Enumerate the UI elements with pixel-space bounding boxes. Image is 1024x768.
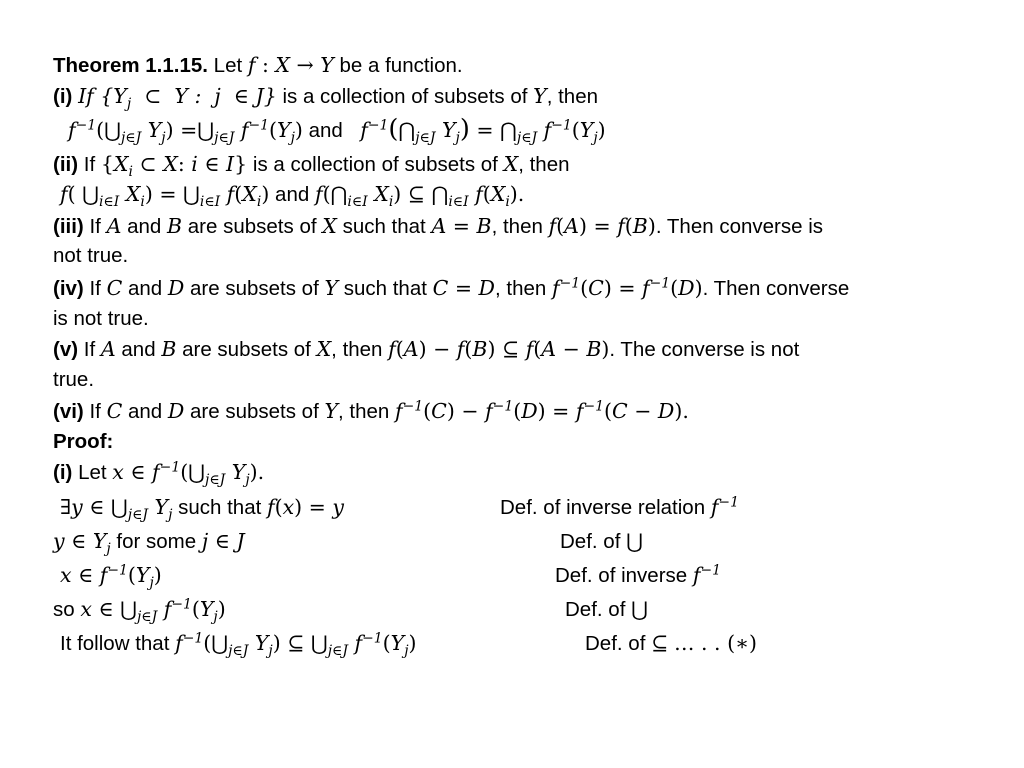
item-v-are: are subsets of xyxy=(182,338,311,361)
item-iv-Y: Y xyxy=(324,276,339,300)
item-vi-D: D xyxy=(167,399,185,423)
theorem-colon: : xyxy=(255,53,276,77)
proof-reason-3-symbol: $f^{-1}$ xyxy=(692,562,722,587)
proof-reason-3 xyxy=(555,562,721,589)
item-iv-are: are subsets of xyxy=(190,277,319,300)
proof-reason-4-text: Def. of xyxy=(565,598,626,621)
item-iii-are: are subsets of xyxy=(187,215,317,238)
proof-reason-2 xyxy=(560,528,643,555)
item-iv-tail: . Then converse xyxy=(702,277,850,300)
item-ii-and: and xyxy=(275,183,310,206)
item-ii-label: (ii) xyxy=(53,153,79,176)
proof-reason-1 xyxy=(500,494,739,521)
item-v-tail: . The converse is not xyxy=(609,338,800,361)
theorem-X: X xyxy=(275,53,291,77)
item-iii-line2 xyxy=(53,243,128,269)
item-v-tail2: true. xyxy=(53,368,95,391)
item-ii-X: X xyxy=(503,152,519,176)
item-iii-then: , then xyxy=(491,215,543,238)
item-iv-if: If xyxy=(89,277,101,300)
proof-step-2-j: j ∈ J xyxy=(201,529,245,553)
proof-so: so xyxy=(53,598,75,621)
item-ii-formula: {$X_i$ ⊂ X: i ∈ I} xyxy=(100,152,248,180)
item-iii-line xyxy=(53,213,823,240)
item-v-if: If xyxy=(83,338,96,361)
proof-let-formula: x ∈ $f^{-1}(⋃_{j\in J}$ $Y_j$). xyxy=(112,459,265,488)
item-iv-tail2: is not true. xyxy=(53,307,149,330)
item-iii-result: f(A) = f(B) xyxy=(548,214,656,238)
proof-step-4 xyxy=(53,596,226,623)
proof-reason-5 xyxy=(585,630,757,657)
item-ii-formula-line xyxy=(60,181,524,208)
item-vi-result: $f^{-1}(C) - f^{-1}(D) = f^{-1}(C - D)$. xyxy=(395,398,689,423)
item-iv-D: D xyxy=(167,276,185,300)
proof-let: Let xyxy=(78,461,107,484)
item-iii-A: A xyxy=(106,214,122,238)
item-vi-C: C xyxy=(106,399,123,423)
theorem-tail: be a function. xyxy=(339,54,463,77)
item-ii-then: , then xyxy=(518,153,570,176)
proof-step-2 xyxy=(53,528,245,555)
item-i-line xyxy=(53,83,598,110)
item-iii-if: If xyxy=(89,215,101,238)
item-iii-B: B xyxy=(167,214,183,238)
item-iii-such: such that xyxy=(342,215,426,238)
proof-i-label: (i) xyxy=(53,461,73,484)
proof-step-1-eq: f(x) = y xyxy=(267,495,344,519)
proof-i-line xyxy=(53,459,264,486)
item-iii-and: and xyxy=(127,215,162,238)
item-iii-label: (iii) xyxy=(53,215,84,238)
item-i-intersection-formula: $f^{-1}(⋂_{j\in J}$ $Y_j$) = $⋂_{j\in J}$ $f^{-1}(Y_j)$ xyxy=(360,114,606,146)
item-v-label: (v) xyxy=(53,338,79,361)
item-v-result: f(A) − f(B) ⊆ f(A − B) xyxy=(388,337,610,361)
item-ii-line xyxy=(53,151,570,178)
item-iii-X: X xyxy=(322,214,337,238)
item-vi-line xyxy=(53,398,689,425)
proof-reason-1-text: Def. of inverse relation xyxy=(500,496,706,519)
item-iv-line2 xyxy=(53,306,149,332)
theorem-line xyxy=(53,52,463,79)
proof-step-3-formula: x ∈ $f^{-1}(Y_j)$ xyxy=(60,562,162,591)
item-vi-are: are subsets of xyxy=(190,400,319,423)
item-v-then: , then xyxy=(331,338,383,361)
item-vi-label: (vi) xyxy=(53,400,84,423)
proof-reason-3-text: Def. of inverse xyxy=(555,564,688,587)
proof-step-5 xyxy=(60,630,417,657)
item-vi-if: If xyxy=(89,400,101,423)
item-v-A: A xyxy=(100,337,116,361)
item-iv-eq: C = D xyxy=(432,276,495,300)
item-i-formula: If {$Y_j$ ⊂ Y : j ∈ J} xyxy=(78,84,277,112)
theorem-let: Let xyxy=(213,54,243,77)
theorem-label: Theorem 1.1.15. xyxy=(53,54,208,77)
item-v-B: B xyxy=(161,337,177,361)
item-i-union-formula: $f^{-1}(⋃_{j\in J}$ $Y_j$) $=⋃_{j\in J}$ $f^{-1}(Y_j)$ xyxy=(68,117,303,146)
proof-step-3 xyxy=(60,562,162,589)
item-iii-tail2: not true. xyxy=(53,244,129,267)
item-i-text: is a collection of subsets of xyxy=(282,85,528,108)
item-iii-tail: . Then converse is xyxy=(655,215,823,238)
proof-reason-5-tail: … . . (∗) xyxy=(673,631,757,655)
item-ii-text: is a collection of subsets of xyxy=(252,153,498,176)
item-iv-and: and xyxy=(127,277,163,300)
item-iv-such: such that xyxy=(343,277,427,300)
item-i-Y: Y xyxy=(533,84,547,108)
proof-reason-4 xyxy=(565,596,648,623)
item-iv-C: C xyxy=(106,276,123,300)
proof-label: Proof: xyxy=(53,430,114,453)
item-v-X: X xyxy=(316,337,332,361)
item-iii-eq: A = B xyxy=(431,214,492,238)
item-iv-then: , then xyxy=(494,277,547,300)
proof-reason-1-symbol: $f^{-1}$ xyxy=(710,494,739,519)
proof-step-1-formula: ∃y ∈ $⋃_{j\in J}$ $Y_j$ xyxy=(60,495,173,523)
item-v-line2 xyxy=(53,367,94,393)
theorem-Y: Y xyxy=(320,53,334,77)
proof-step-4-formula: x ∈ $⋃_{j\in J}$ $f^{-1}(Y_j)$ xyxy=(80,596,226,625)
theorem-arrow: → xyxy=(290,53,321,77)
proof-reason-2-text: Def. of xyxy=(560,530,621,553)
item-iv-line xyxy=(53,275,849,302)
item-iv-label: (iv) xyxy=(53,277,84,300)
item-i-formula-line xyxy=(68,116,606,144)
proof-heading-line xyxy=(53,429,113,455)
item-vi-then: , then xyxy=(338,400,390,423)
proof-reason-4-symbol: ⋃ xyxy=(631,597,648,621)
item-v-and: and xyxy=(121,338,156,361)
proof-such-that: such that xyxy=(178,496,262,519)
proof-for-some: for some xyxy=(116,530,197,553)
item-i-label: (i) xyxy=(53,85,73,108)
item-v-line xyxy=(53,336,799,363)
item-vi-and: and xyxy=(127,400,163,423)
proof-step-2-formula: y ∈ $Y_j$ xyxy=(53,529,111,557)
proof-step-1 xyxy=(60,494,344,521)
item-ii-if: If xyxy=(83,153,96,176)
item-i-then: , then xyxy=(546,85,598,108)
proof-reason-5-text: Def. of xyxy=(585,632,646,655)
item-i-and: and xyxy=(308,119,343,142)
theorem-f: f xyxy=(247,53,256,77)
proof-reason-5-symbol: ⊆ xyxy=(651,631,669,655)
item-vi-Y: Y xyxy=(324,399,339,423)
item-iv-result: $f^{-1}(C) = f^{-1}(D)$ xyxy=(551,275,703,300)
proof-reason-2-symbol: ⋃ xyxy=(626,529,643,553)
item-ii-intersection-formula: $f(⋂_{i\in I}$ $X_i$) ⊆ $⋂_{i\in I}$ $f(X_i)$. xyxy=(314,182,525,210)
proof-step-5-formula: $f^{-1}(⋃_{j\in J}$ $Y_j$) ⊆ $⋃_{j\in J}$ $f^{-1}(Y_j)$ xyxy=(175,630,417,659)
proof-it-follows: It follow that xyxy=(60,632,170,655)
item-ii-union-formula: f( $⋃_{i\in I}$ $X_i$) = $⋃_{i\in I}$ $f(X_i)$ xyxy=(60,182,270,210)
